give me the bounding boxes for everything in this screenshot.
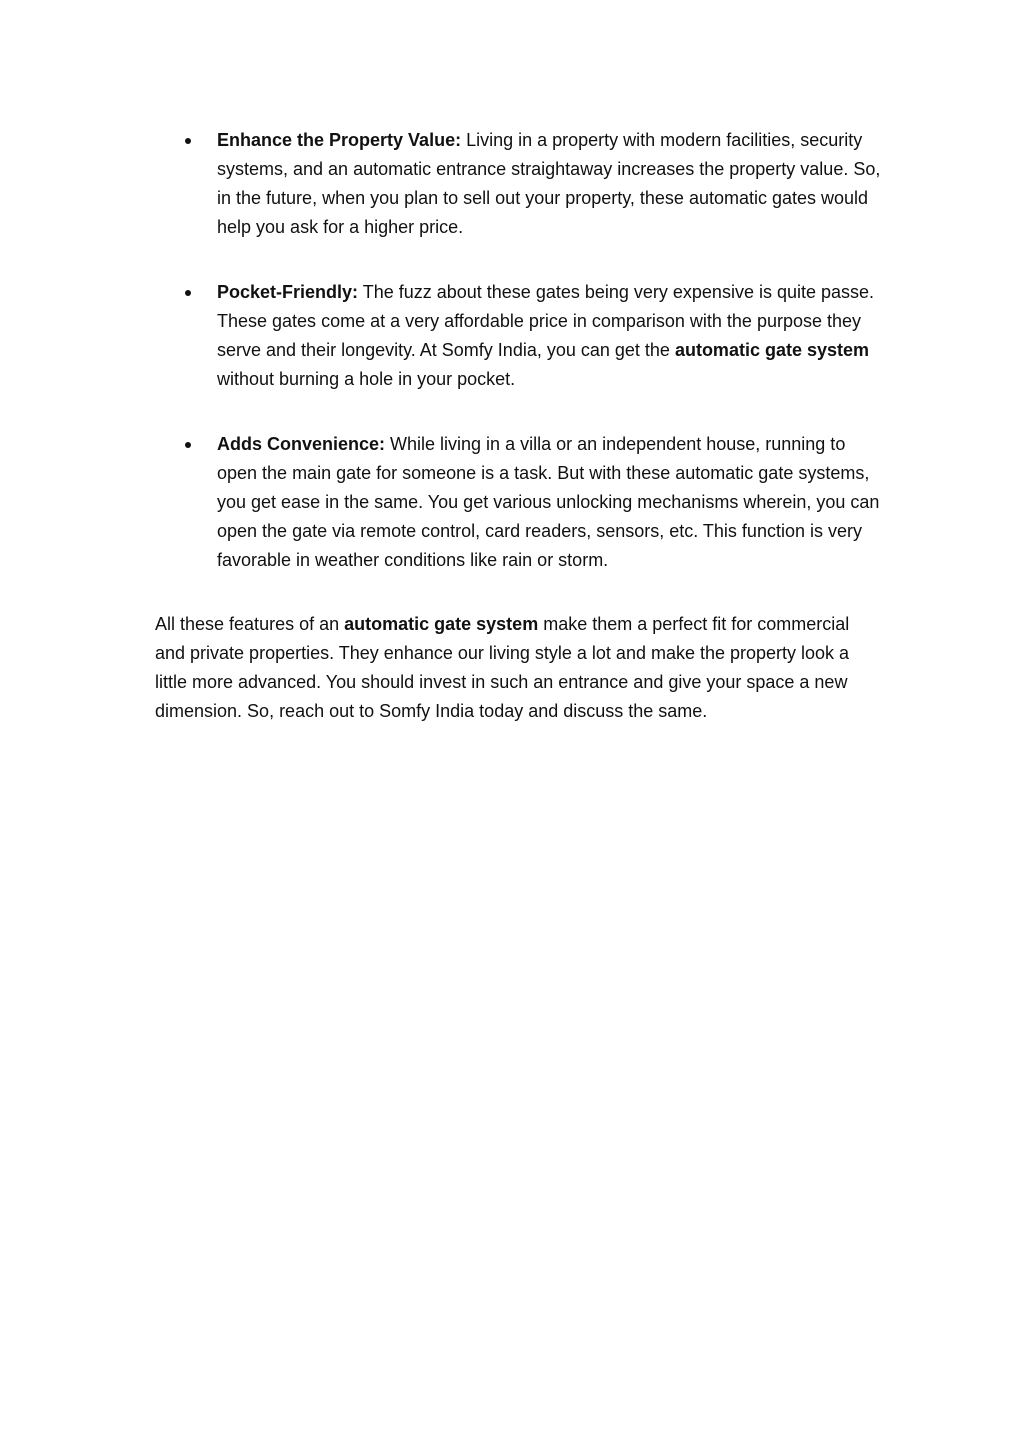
feature-bullet-list [155, 126, 885, 575]
closing-emphasis: automatic gate system [344, 614, 539, 634]
closing-text: All these features of an [155, 614, 345, 634]
closing-paragraph [155, 610, 875, 726]
closing-text-end: make them a perfect fit for commercial and private properties. They enhance our living style a lot and make the property look a little more advanced. You should invest in such an entrance and give your space a new dimension. So, reach out to Somfy India today and discuss the same. [155, 614, 850, 721]
bullet-dot-icon [185, 138, 191, 144]
bullet-text: While living in a villa or an independent house, running to open the main gate for someone is a task. But with these automatic gate systems, you get ease in the same. You get various unlocking mechanisms wherein, you can open the gate via remote control, card readers, sensors, etc. This function is very favorable in weather conditions like rain or storm. [217, 434, 880, 570]
bullet-lead: Adds Convenience: [217, 434, 386, 454]
bullet-dot-icon [185, 290, 191, 296]
bullet-text-end: without burning a hole in your pocket. [217, 369, 516, 389]
bullet-item-pocket-friendly [155, 278, 885, 394]
bullet-item-property-value [155, 126, 885, 242]
bullet-item-convenience [155, 430, 885, 575]
bullet-lead: Enhance the Property Value: [217, 130, 462, 150]
bullet-lead: Pocket-Friendly: [217, 282, 359, 302]
bullet-dot-icon [185, 442, 191, 448]
bullet-text: The fuzz about these gates being very expensive is quite passe. These gates come at a very affordable price in comparison with the purpose they serve and their longevity. At Somfy India, you can get the [217, 282, 875, 360]
bullet-text: Living in a property with modern facilities, security systems, and an automatic entrance straightaway increases the property value. So, in the future, when you plan to sell out your property, these automatic gates would help you ask for a higher price. [217, 130, 881, 237]
bullet-emphasis: automatic gate system [674, 340, 870, 360]
